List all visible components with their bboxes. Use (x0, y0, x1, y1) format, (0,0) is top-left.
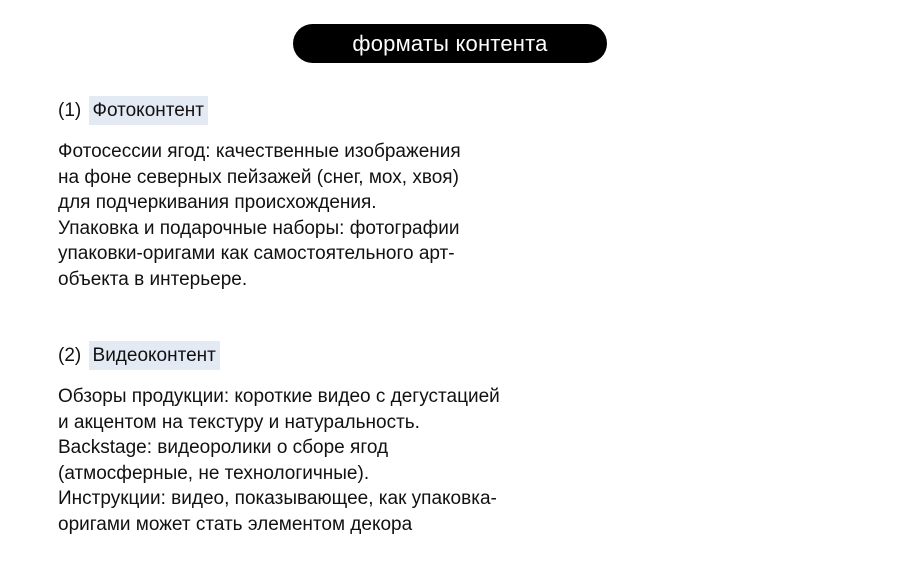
section-title-highlight: Фотоконтент (89, 96, 209, 125)
section-heading (58, 341, 578, 370)
section-title-highlight: Видеоконтент (89, 341, 220, 370)
section-number: (2) (58, 345, 82, 366)
body-line: Backstage: видеоролики о сборе ягод (58, 437, 389, 458)
body-line: Упаковка и подарочные наборы: фотографии (58, 217, 460, 239)
body-line: Обзоры продукции: короткие видео с дегустацией (58, 386, 500, 407)
page-title-badge (293, 24, 607, 63)
section-video-content (58, 341, 578, 537)
page-title: форматы контента (352, 31, 548, 56)
body-line: оригами может стать элементом декора (58, 513, 413, 535)
section-photo-content (58, 96, 578, 292)
body-line: (атмосферные, не технологичные). (58, 462, 370, 484)
body-line: на фоне северных пейзажей (снег, мох, хвоя) (58, 166, 459, 188)
body-line: упаковки-оригами как самостоятельного арт- (58, 243, 455, 264)
body-line: и акцентом на текстуру и натуральность. (58, 411, 420, 433)
section-body (58, 384, 578, 537)
section-heading (58, 96, 578, 125)
body-line: объекта в интерьере. (58, 268, 248, 290)
body-line: для подчеркивания происхождения. (58, 192, 377, 213)
section-number: (1) (58, 100, 82, 121)
section-body (58, 139, 578, 292)
body-line: Инструкции: видео, показывающее, как упаковка- (58, 488, 497, 509)
body-line: Фотосессии ягод: качественные изображения (58, 141, 461, 162)
